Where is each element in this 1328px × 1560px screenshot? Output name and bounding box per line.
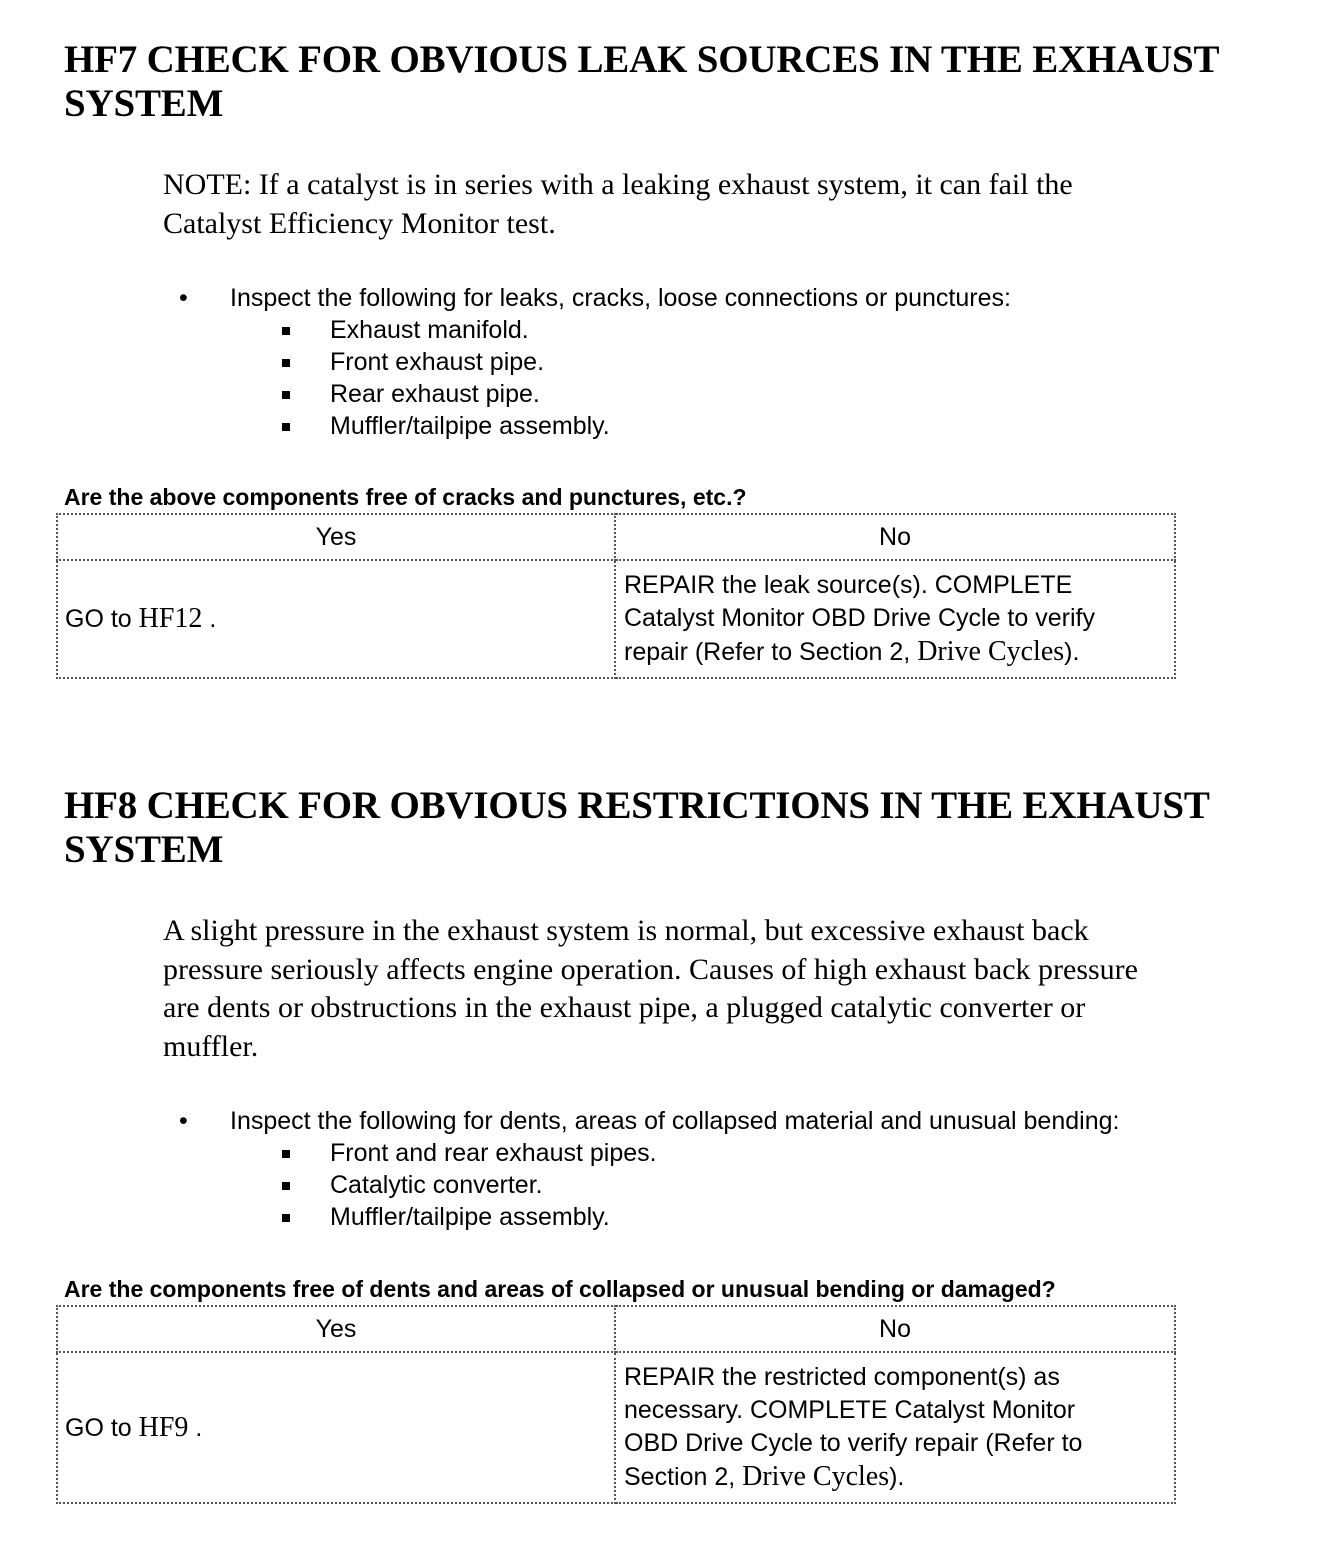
- section-heading-hf8: [64, 784, 1210, 872]
- no-cell: [615, 1352, 1175, 1503]
- decision-table-hf7: [56, 513, 1176, 679]
- table-row: [57, 1352, 1175, 1503]
- bullet-text: Inspect the following for dents, areas of collapsed material and unusual bending:: [230, 1107, 1120, 1135]
- square-bullet-icon: [282, 423, 290, 431]
- no-line: Catalyst Monitor OBD Drive Cycle to verify: [624, 604, 1095, 632]
- go-to-link-hf12[interactable]: HF12: [138, 603, 203, 634]
- heading-line: HF8 CHECK FOR OBVIOUS RESTRICTIONS IN THE EXHAUST: [64, 784, 1210, 827]
- table-header-row: [57, 514, 1175, 560]
- heading-line: HF7 CHECK FOR OBVIOUS LEAK SOURCES IN THE EXHAUST: [64, 38, 1220, 81]
- no-line-prefix: Section 2,: [624, 1463, 743, 1491]
- yes-header: Yes: [57, 1306, 615, 1352]
- bullet-item: [179, 1105, 1120, 1137]
- table-header-row: [57, 1306, 1175, 1352]
- yes-prefix: GO to: [65, 1413, 139, 1442]
- square-bullet-icon: [282, 327, 290, 335]
- no-header: No: [615, 1306, 1175, 1352]
- square-bullet-icon: [282, 359, 290, 367]
- heading-line: SYSTEM: [64, 82, 224, 125]
- bullet-icon: •: [179, 1107, 188, 1135]
- drive-cycles-link[interactable]: Drive Cycles: [917, 636, 1065, 667]
- paragraph-line: Catalyst Efficiency Monitor test.: [163, 206, 556, 240]
- no-line: [624, 1460, 1164, 1494]
- section-heading-hf7: [64, 38, 1219, 126]
- bullet-item: [179, 282, 1011, 314]
- question-text-hf8: Are the components free of dents and areas of collapsed or unusual bending or damaged?: [64, 1276, 1056, 1302]
- go-to-link-hf9[interactable]: HF9: [138, 1411, 189, 1443]
- no-cell: [615, 560, 1175, 678]
- sub-item-text: Front exhaust pipe.: [330, 348, 545, 376]
- yes-suffix: .: [202, 605, 217, 633]
- no-line-suffix: ).: [1064, 638, 1080, 666]
- no-line-suffix: ).: [889, 1463, 905, 1491]
- sub-item: [330, 1137, 657, 1169]
- bullet-icon: •: [179, 284, 188, 312]
- decision-table-hf8: [56, 1305, 1176, 1504]
- sub-item: [330, 1169, 543, 1201]
- sub-item-text: Exhaust manifold.: [330, 316, 529, 344]
- no-line: necessary. COMPLETE Catalyst Monitor: [624, 1396, 1076, 1424]
- drive-cycles-link[interactable]: Drive Cycles: [742, 1461, 890, 1492]
- sub-item: [330, 1201, 610, 1233]
- no-line-prefix: repair (Refer to Section 2,: [624, 638, 918, 666]
- square-bullet-icon: [282, 1182, 290, 1190]
- square-bullet-icon: [282, 391, 290, 399]
- description-paragraph: [163, 912, 1138, 1066]
- sub-item: [330, 346, 544, 378]
- note-paragraph: [163, 166, 1073, 243]
- sub-item-text: Catalytic converter.: [330, 1171, 543, 1199]
- sub-item-text: Rear exhaust pipe.: [330, 380, 540, 408]
- yes-cell: [57, 1352, 615, 1503]
- yes-suffix: .: [188, 1413, 203, 1442]
- yes-cell: [57, 560, 615, 678]
- yes-header: Yes: [57, 514, 615, 560]
- paragraph-line: A slight pressure in the exhaust system is normal, but excessive exhaust back: [163, 914, 1089, 947]
- heading-line: SYSTEM: [64, 828, 224, 871]
- no-line: OBD Drive Cycle to verify repair (Refer to: [624, 1429, 1083, 1457]
- paragraph-line: pressure seriously affects engine operation. Causes of high exhaust back pressure: [163, 952, 1138, 986]
- sub-item: [330, 378, 540, 410]
- no-line: REPAIR the restricted component(s) as: [624, 1363, 1060, 1391]
- sub-item-text: Muffler/tailpipe assembly.: [330, 1203, 610, 1231]
- paragraph-line: are dents or obstructions in the exhaust pipe, a plugged catalytic converter or: [163, 991, 1086, 1024]
- sub-item-text: Front and rear exhaust pipes.: [330, 1139, 657, 1167]
- sub-item: [330, 314, 529, 346]
- square-bullet-icon: [282, 1150, 290, 1158]
- sub-item: [330, 410, 610, 442]
- no-line: REPAIR the leak source(s). COMPLETE: [624, 571, 1073, 599]
- bullet-text: Inspect the following for leaks, cracks, loose connections or punctures:: [230, 284, 1011, 312]
- no-line: [624, 635, 1164, 669]
- square-bullet-icon: [282, 1214, 290, 1222]
- paragraph-line: NOTE: If a catalyst is in series with a leaking exhaust system, it can fail the: [163, 168, 1073, 201]
- yes-prefix: GO to: [65, 605, 139, 633]
- table-row: [57, 560, 1175, 678]
- question-text-hf7: Are the above components free of cracks and punctures, etc.?: [64, 484, 747, 510]
- paragraph-line: muffler.: [163, 1029, 259, 1063]
- no-header: No: [615, 514, 1175, 560]
- sub-item-text: Muffler/tailpipe assembly.: [330, 412, 610, 440]
